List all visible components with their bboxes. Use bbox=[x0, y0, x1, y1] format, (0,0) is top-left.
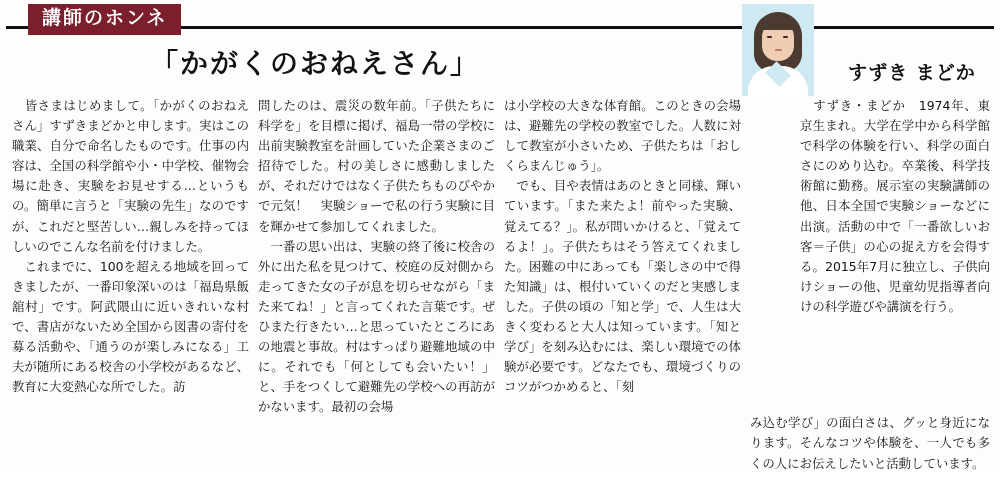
author-name: すずき まどか bbox=[848, 62, 976, 84]
banner-tag-label: 講師のホンネ bbox=[28, 4, 181, 35]
paragraph: でも、目や表情はあのときと同様、輝いています。「また来たよ！前やった実験、覚えてる？」。私が問いかけると、「覚えてるよ！」。子供たちはそう答えてくれました。困難の中にあっても「楽しさの中で得た知識」は、根付いていくのだと実感しました。子供の頃の「知と学」で、人生は大きく変わると大人は知っています。「知と学び」を刻み込むには、楽しい環境での体験が必要です。どなたでも、環境づくりのコツがつかめると、「刻 bbox=[504, 178, 741, 395]
body-column-4-continuation bbox=[750, 401, 990, 486]
author-bio bbox=[800, 96, 990, 317]
paragraph: これまでに、100を超える地域を回ってきましたが、一番印象深いのは「福島県飯舘村」です。阿武隈山に近いきれいな村で、書店がないため全国から図書の寄付を募る活動や、「通うのが楽しみになる」工夫が随所にある校舎の小学校があるなど、教育に大変熱心な所でした。訪 bbox=[12, 258, 249, 395]
portrait-mouth bbox=[775, 49, 782, 51]
portrait-fringe bbox=[759, 15, 797, 30]
author-portrait bbox=[742, 4, 814, 96]
portrait-eye-right bbox=[783, 36, 788, 38]
paragraph: み込む学び」の面白さは、グッと身近になります。そんなコツや体験を、一人でも多くの人にお伝えしたいと活動しています。 bbox=[750, 415, 990, 471]
body-column-1 bbox=[12, 96, 249, 397]
body-column-3 bbox=[504, 96, 741, 397]
paragraph: 一番の思い出は、実験の終了後に校舎の外に出た私を見つけて、校庭の反対側から走ってきた女の子が息を切らせながら「また来てね！」と言ってくれた言葉です。ぜひまた行きたい…と思っていたところにあの地震と事故。村はすっぱり避難地域の中に。それでも「何としても会いたい！」と、手をつくして避難先の学校への再訪がかないます。最初の会場 bbox=[258, 238, 495, 415]
article-banner bbox=[0, 0, 1000, 38]
portrait-eye-left bbox=[767, 36, 772, 38]
article-body bbox=[0, 96, 1000, 469]
paragraph: 皆さまはじめまして。「かがくのおねえさん」すずきまどかと申します。実はこの職業、自分で命名したものです。仕事の内容は、全国の科学館や小・中学校、催物会場に赴き、実験をお見せする…というもの。簡単に言うと「実験の先生」なのですが、これだと堅苦しい…親しみを持ってほしいのでこんな名前を付けました。 bbox=[12, 98, 249, 254]
body-column-2 bbox=[258, 96, 495, 418]
paragraph: すずき・まどか 1974年、東京生まれ。大学在学中から科学館で科学の体験を行い、科学の面白さにのめり込む。卒業後、科学技術館に勤務。展示室の実験講師の他、日本全国で実験ショーなどに出演。活動の中で「一番欲しいお客＝子供」の心の捉え方を会得する。2015年7月に独立し、子供向けショーの他、児童幼児指導者向けの科学遊びや講演を行う。 bbox=[800, 98, 990, 314]
paragraph: 問したのは、震災の数年前。「子供たちに科学を」を目標に掲げ、福島一帯の学校に出前実験教室を計画していた企業さまのご招待でした。村の美しさに感動しましたが、それだけではなく子供たちものびやかで元気！ 実験ショーで私の行う実験に目を輝かせて参加してくれました。 bbox=[258, 98, 495, 234]
paragraph: は小学校の大きな体育館。このときの会場は、避難先の学校の教室でした。人数に対して教室が小さいため、子供たちは「おしくらまんじゅう」。 bbox=[504, 98, 741, 174]
page-title: 「かがくのおねえさん」 bbox=[150, 47, 481, 80]
